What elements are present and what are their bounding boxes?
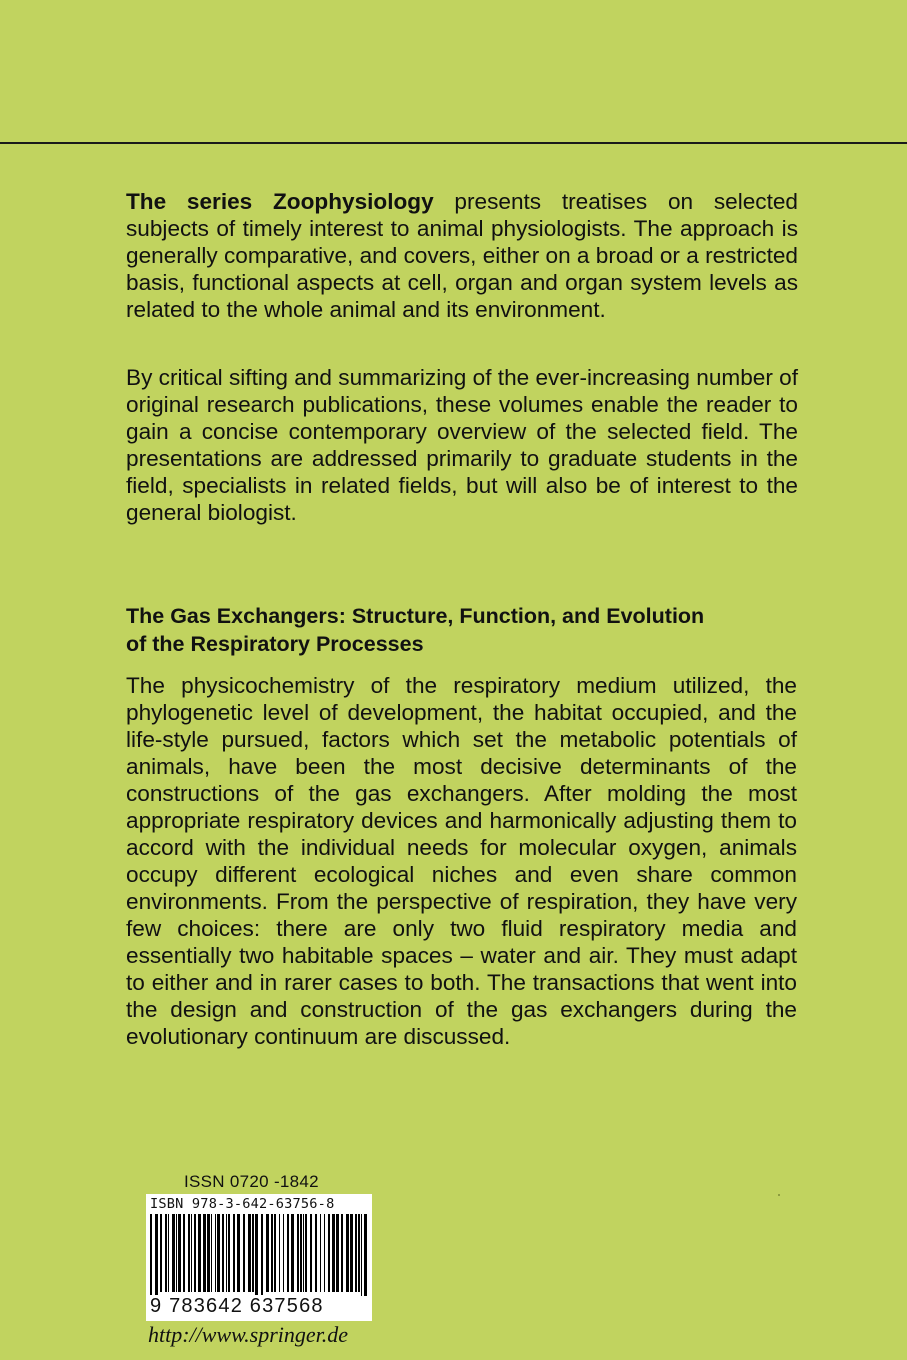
barcode-bar [226, 1214, 227, 1292]
book-title-line-1: The Gas Exchangers: Structure, Function, and Evolution [126, 604, 705, 628]
barcode-bar [176, 1214, 177, 1292]
barcode-bar [217, 1214, 220, 1292]
barcode-bar [358, 1214, 360, 1292]
ean-digits: 9 783642 637568 [150, 1295, 324, 1317]
barcode-bar [248, 1214, 251, 1292]
barcode-bar [228, 1214, 230, 1292]
barcode-bar [191, 1214, 192, 1292]
barcode-bar [261, 1214, 263, 1296]
barcode-bar [297, 1214, 299, 1292]
barcode-bar [168, 1214, 169, 1292]
barcode-bars [146, 1214, 372, 1296]
barcode-bar [150, 1214, 152, 1296]
barcode-bar [160, 1214, 162, 1292]
barcode-bar [178, 1214, 181, 1292]
barcode-bar [310, 1214, 312, 1292]
barcode-bar [346, 1214, 349, 1292]
barcode-bar [300, 1214, 302, 1292]
barcode-bar [350, 1214, 353, 1292]
barcode-bar [165, 1214, 167, 1292]
publisher-url: http://www.springer.de [148, 1322, 349, 1347]
isbn-number: ISBN 978-3-642-63756-8 [150, 1196, 335, 1212]
barcode-bar [172, 1214, 175, 1292]
barcode-bar [279, 1214, 280, 1292]
barcode-bar [274, 1214, 276, 1292]
barcode-bar [237, 1214, 240, 1292]
barcode-bar [315, 1214, 317, 1292]
barcode-bar [266, 1214, 269, 1292]
barcode-bar [328, 1214, 330, 1292]
barcode-bar [255, 1214, 258, 1296]
series-name: The series Zoophysiology [126, 189, 434, 214]
top-rule [0, 142, 907, 144]
book-title-line-2: of the Respiratory Processes [126, 632, 424, 656]
barcode-bar [233, 1214, 235, 1292]
barcode-bar [283, 1214, 284, 1292]
barcode-bar [243, 1214, 245, 1292]
speck [778, 1194, 780, 1196]
series-description-text: presents treatises on selected subjects of timely interest to animal physiologists. The approach is generally comparative, and covers, either on a broad or a restricted basis, functional aspects at cell, organ and organ system levels as related to the whole animal and its environment. [126, 189, 798, 322]
barcode-bar [183, 1214, 185, 1292]
barcode-bar [194, 1214, 196, 1292]
barcode-bar [207, 1214, 210, 1292]
barcode-bar [188, 1214, 190, 1292]
barcode-bar [303, 1214, 304, 1292]
barcode-bar [361, 1214, 362, 1296]
barcode-bar [305, 1214, 307, 1292]
barcode-bar [211, 1214, 212, 1292]
book-description: The physicochemistry of the respiratory medium utilized, the phylogenetic level of development, the habitat occupied, and the life-style pursued, factors which set the metabolic potentials of animals, have been the most decisive determinants of the constructions of the gas exchangers. After molding the most appropriate respiratory devices and harmonically adjusting them to accord with the individual needs for molecular oxygen, animals occupy different ecological niches and even share common environments. From the perspective of respiration, they have very few choices: there are only two fluid respiratory media and essentially two habitable spaces – water and air. They must adapt to either and in rarer cases to both. The transactions that went into the design and construction of the gas exchangers during the evolutionary continuum are discussed. [126, 673, 797, 1049]
barcode-bar [336, 1214, 339, 1292]
barcode-bar [355, 1214, 357, 1292]
barcode-bar [341, 1214, 343, 1292]
issn-number: ISSN 0720 -1842 [184, 1172, 319, 1191]
barcode-bar [222, 1214, 224, 1292]
barcode-bar [324, 1214, 325, 1292]
barcode-bar [203, 1214, 206, 1292]
barcode-bar [287, 1214, 289, 1292]
barcode-bar [320, 1214, 321, 1292]
barcode-bar [364, 1214, 367, 1296]
barcode-bar [271, 1214, 273, 1292]
book-title [126, 602, 826, 658]
barcode-bar [291, 1214, 294, 1292]
barcode-bar [155, 1214, 158, 1296]
series-purpose: By critical sifting and summarizing of the ever-increasing number of original research publications, these volumes enable the reader to gain a concise contemporary overview of the selected field. The presentations are addressed primarily to graduate students in the field, specialists in related fields, but will also be of interest to the general biologist. [126, 365, 798, 525]
barcode-bar [198, 1214, 201, 1292]
barcode-bar [252, 1214, 254, 1292]
barcode-bar [332, 1214, 335, 1292]
barcode-bar [215, 1214, 216, 1292]
barcode [146, 1194, 372, 1321]
series-description [126, 188, 798, 323]
